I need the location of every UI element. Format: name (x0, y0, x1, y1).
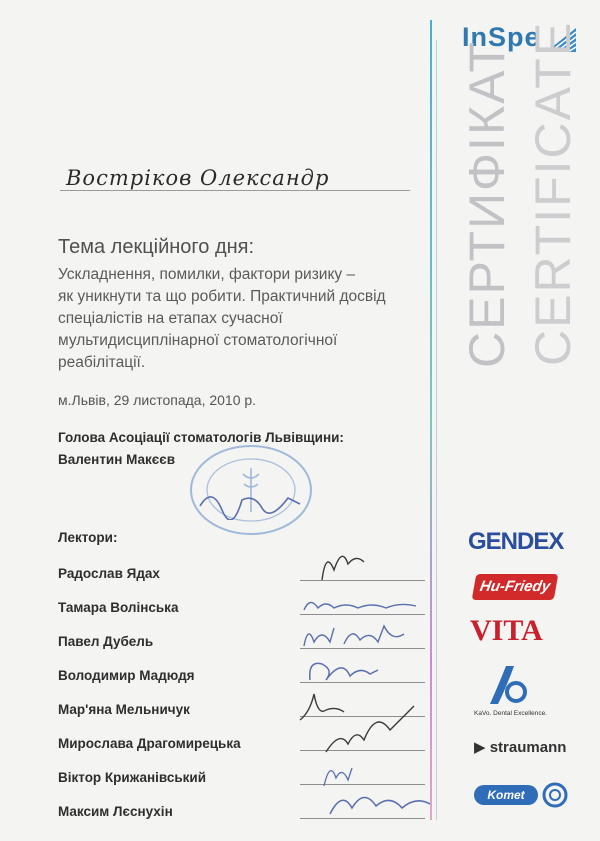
recipient-name: Востріков Олександр (66, 166, 330, 190)
sponsor-komet-logo: Komet (474, 785, 538, 805)
theme-line: мультидисциплінарної стоматологічної (58, 332, 338, 349)
lecturer-name: Віктор Крижанівський (58, 770, 206, 785)
theme-line: реабілітації. (58, 354, 146, 371)
head-name: Валентин Макєєв (58, 452, 176, 467)
lecturer-name: Павел Дубель (58, 634, 154, 649)
lecturer-signature (326, 784, 436, 820)
decorative-line-thin (436, 40, 437, 820)
recipient-underline (60, 190, 410, 191)
kavo-logo-icon (484, 662, 530, 708)
lecturer-signature (300, 592, 420, 618)
lecturer-signature (304, 652, 384, 686)
lecturer-signature (312, 540, 372, 584)
theme-line: Ускладнення, помилки, фактори ризику – (58, 266, 356, 283)
decorative-line (430, 20, 432, 820)
lecturer-name: Максим Лєснухін (58, 804, 173, 819)
sponsor-vita-logo: VITA (470, 614, 543, 647)
lecturer-name: Мирослава Драгомирецька (58, 736, 241, 751)
head-signature (196, 480, 306, 520)
head-role: Голова Асоціації стоматологів Львівщини: (58, 430, 344, 445)
theme-line: спеціалістів на етапах сучасної (58, 310, 283, 327)
theme-heading: Тема лекційного дня: (58, 236, 255, 258)
lecturer-name: Тамара Волінська (58, 600, 179, 615)
lecturers-title: Лектори: (58, 530, 118, 545)
theme-body (58, 264, 418, 374)
theme-line: як уникнути та що робити. Практичний досвід (58, 288, 386, 305)
straumann-mark-icon: ▶ (474, 739, 486, 756)
sponsor-kavo-tagline: KaVo. Dental Excellence. (474, 710, 547, 717)
sponsor-straumann-logo (474, 738, 566, 756)
sponsor-hufriedy-logo: Hu-Friedy (472, 574, 559, 600)
certificate-title-ua: СЕРТИФІКАТ (459, 39, 515, 368)
lecturer-signature (320, 700, 420, 760)
lecturer-name: Мар'яна Мельничук (58, 702, 190, 717)
lecturer-signature (300, 620, 410, 650)
place-date: м.Львів, 29 листопада, 2010 р. (58, 392, 257, 408)
straumann-text: straumann (489, 739, 567, 756)
lecturer-name: Володимир Мадюдя (58, 668, 195, 683)
lecturer-name: Радослав Ядах (58, 566, 160, 581)
brand-logo: InSpe (462, 22, 541, 52)
komet-swirl-icon (542, 782, 568, 808)
sponsor-gendex-logo: GENDEX (468, 528, 564, 555)
certificate-title-en: CERTIFICATE (525, 20, 581, 366)
